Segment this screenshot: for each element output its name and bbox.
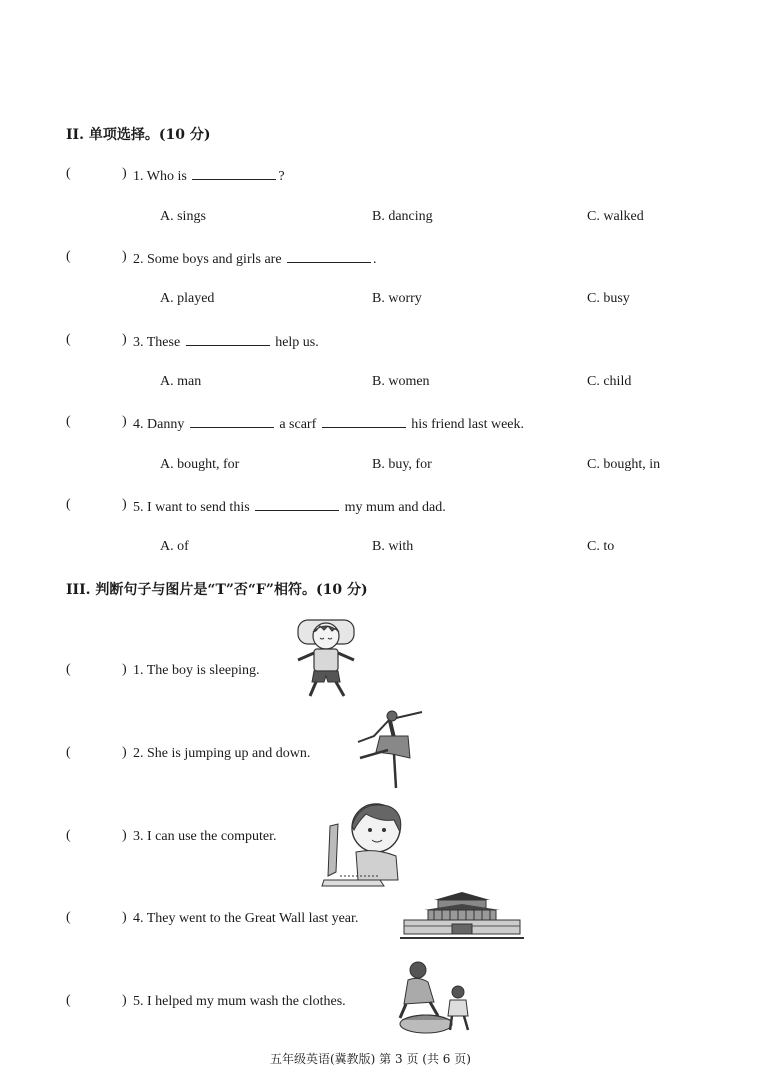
answer-blank (322, 415, 406, 428)
page-footer: 五年级英语(冀教版) 第 3 页 (共 6 页) (270, 1052, 471, 1066)
answer-paren-open: ( (66, 662, 71, 677)
answer-paren-close: ) (122, 332, 127, 347)
answer-paren-close: ) (122, 745, 127, 760)
option-b: B. worry (372, 291, 422, 306)
answer-paren-close: ) (122, 166, 127, 181)
question-text: 4. Danny a scarf his friend last week. (133, 417, 524, 432)
statement-5: 5. I helped my mum wash the clothes. (133, 994, 346, 1009)
answer-paren-open: ( (66, 414, 71, 429)
statement-3: 3. I can use the computer. (133, 829, 277, 844)
answer-blank (255, 498, 339, 511)
option-a: A. of (160, 539, 189, 554)
option-a: A. sings (160, 209, 206, 224)
ballet-dancer-illustration (352, 706, 426, 792)
answer-paren-open: ( (66, 249, 71, 264)
answer-paren-open: ( (66, 745, 71, 760)
statement-2: 2. She is jumping up and down. (133, 746, 311, 761)
answer-paren-open: ( (66, 910, 71, 925)
sleeping-boy-illustration (292, 616, 360, 700)
option-a: A. played (160, 291, 215, 306)
option-b: B. with (372, 539, 414, 554)
question-text: 1. Who is ? (133, 169, 285, 184)
section-3-title: III. 判断句子与图片是“T”否“F”相符。(10 分) (66, 582, 368, 598)
washing-clothes-illustration (392, 958, 476, 1040)
option-b: B. buy, for (372, 457, 432, 472)
statement-1: 1. The boy is sleeping. (133, 663, 260, 678)
answer-blank (190, 415, 274, 428)
question-text: 2. Some boys and girls are . (133, 252, 377, 267)
option-a: A. bought, for (160, 457, 240, 472)
option-c: C. busy (587, 291, 630, 306)
answer-paren-close: ) (122, 828, 127, 843)
answer-blank (192, 167, 276, 180)
answer-paren-close: ) (122, 662, 127, 677)
answer-blank (186, 333, 270, 346)
section-2-title: II. 单项选择。(10 分) (66, 127, 211, 143)
palace-building-illustration (400, 890, 524, 942)
option-c: C. child (587, 374, 632, 389)
statement-4: 4. They went to the Great Wall last year. (133, 911, 359, 926)
answer-paren-open: ( (66, 497, 71, 512)
option-c: C. walked (587, 209, 644, 224)
question-text: 5. I want to send this my mum and dad. (133, 500, 446, 515)
boy-at-computer-illustration (320, 800, 408, 888)
answer-paren-close: ) (122, 414, 127, 429)
answer-paren-close: ) (122, 497, 127, 512)
answer-paren-open: ( (66, 332, 71, 347)
answer-paren-open: ( (66, 166, 71, 181)
answer-paren-close: ) (122, 993, 127, 1008)
option-c: C. bought, in (587, 457, 661, 472)
answer-paren-close: ) (122, 249, 127, 264)
option-b: B. dancing (372, 209, 433, 224)
answer-paren-open: ( (66, 993, 71, 1008)
answer-blank (287, 250, 371, 263)
option-b: B. women (372, 374, 430, 389)
option-c: C. to (587, 539, 615, 554)
answer-paren-close: ) (122, 910, 127, 925)
option-a: A. man (160, 374, 202, 389)
answer-paren-open: ( (66, 828, 71, 843)
question-text: 3. These help us. (133, 335, 319, 350)
